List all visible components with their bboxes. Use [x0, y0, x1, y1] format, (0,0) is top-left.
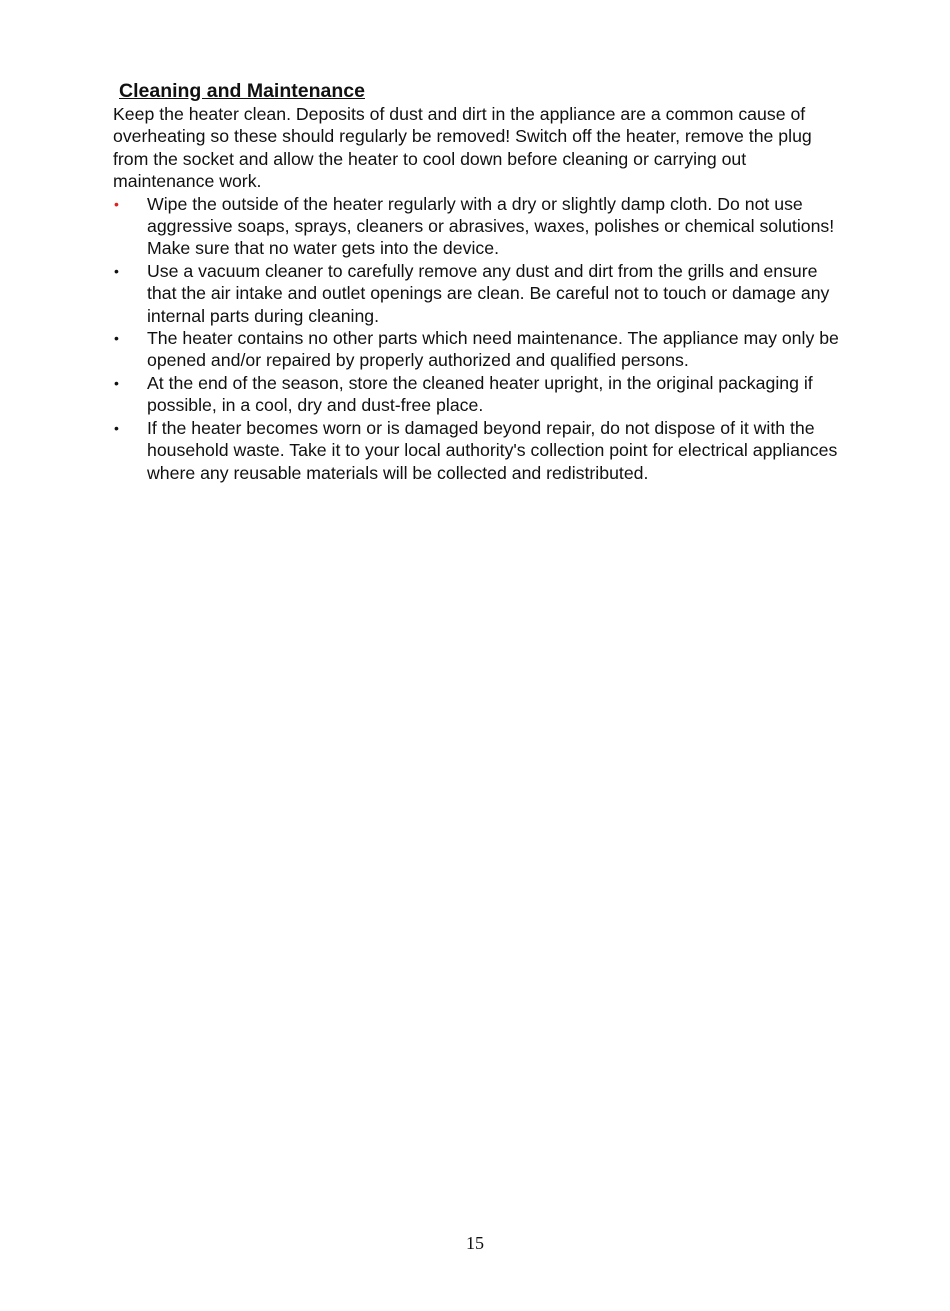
bullet-icon: •	[114, 374, 119, 391]
maintenance-list	[113, 193, 843, 484]
section-cleaning-maintenance	[113, 79, 843, 484]
list-item	[113, 327, 843, 372]
list-item-text: If the heater becomes worn or is damaged beyond repair, do not dispose of it with the household waste. Take it to your local authority's collection point for electrical appliances where any reusable materials will be collected and redistributed.	[147, 417, 838, 483]
list-item	[113, 193, 843, 260]
page-number: 15	[466, 1233, 484, 1253]
section-heading: Cleaning and Maintenance	[119, 80, 365, 102]
list-item-text: The heater contains no other parts which need maintenance. The appliance may only be opened and/or repaired by properly authorized and qualified persons.	[147, 328, 839, 371]
list-item	[113, 260, 843, 327]
bullet-icon: •	[114, 195, 119, 212]
list-item-text: At the end of the season, store the cleaned heater upright, in the original packaging if possible, in a cool, dry and dust-free place.	[147, 372, 813, 416]
list-item	[113, 417, 843, 484]
list-item	[113, 372, 843, 417]
list-item-text: Wipe the outside of the heater regularly with a dry or slightly damp cloth. Do not use aggressive soaps, sprays, cleaners or abrasives, waxes, polishes or chemical solutions! Make sure that no water gets into the device.	[147, 193, 835, 259]
bullet-icon: •	[114, 419, 119, 436]
bullet-icon: •	[114, 330, 119, 347]
bullet-icon: •	[114, 262, 119, 279]
list-item-text: Use a vacuum cleaner to carefully remove any dust and dirt from the grills and ensure that the air intake and outlet openings are clean. Be careful not to touch or damage any internal parts during cleaning.	[147, 260, 830, 326]
intro-paragraph: Keep the heater clean. Deposits of dust and dirt in the appliance are a common cause of overheating so these should regularly be removed! Switch off the heater, remove the plug from the socket and allow the heater to cool down before cleaning or carrying out maintenance work.	[113, 104, 812, 192]
